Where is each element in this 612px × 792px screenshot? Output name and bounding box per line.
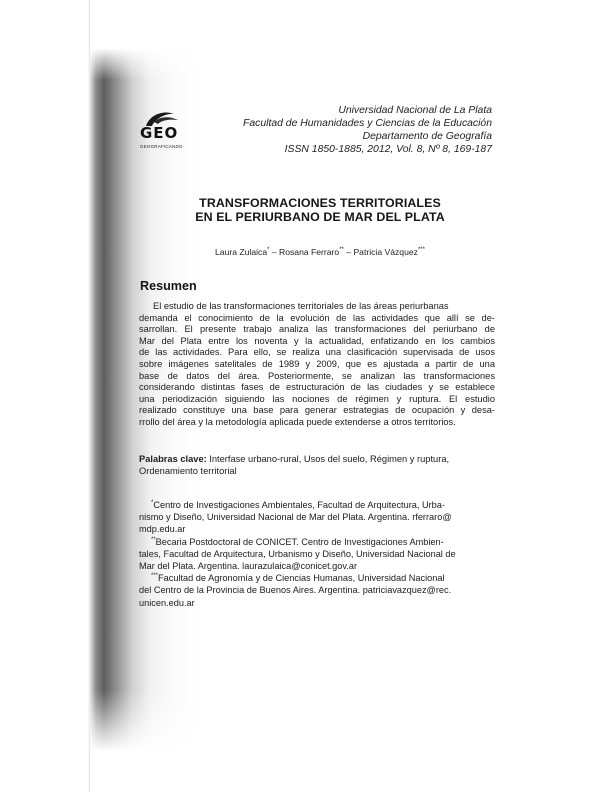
keywords-text: Ordenamiento territorial [139,465,237,476]
footnote-mark: ** [151,536,156,543]
abstract-line: una periodización siguiendo las nociones de régimen y ruptura. El estudio [139,393,495,404]
header-issn: ISSN 1850-1885, 2012, Vol. 8, Nº 8, 169-187 [284,144,492,155]
footnote-line: Mar del Plata. Argentina. laurazulaica@conicet.gov.ar [139,561,358,572]
abstract-line: sarrollan. El presente trabajo analiza las transformaciones del periurbano de [139,324,495,335]
footnote-line: **Becaria Postdoctoral de CONICET. Centro de Investigaciones Ambien- [151,536,444,547]
title-line-2: EN EL PERIURBANO DE MAR DEL PLATA [195,210,445,224]
footnote-line: nismo y Diseño, Universidad Nacional de Mar del Plata. Argentina. rferraro@ [139,512,452,523]
abstract-line: considerando distintas fases de estructuración de las ciudades y se establece [139,382,495,393]
abstract-line: rrollo del área y la metodología aplicada puede extenderse a otros territorios. [139,416,456,427]
page-bottom-margin [90,690,612,792]
author-footnotes [139,499,497,609]
author-vazquez-mark: *** [417,247,425,253]
footnote-line: unicen.edu.ar [139,597,195,608]
footnote-mark: * [151,500,154,506]
abstract-body [139,301,495,429]
abstract-line: base de datos del área. Posteriormente, se analizan las transformaciones [139,370,495,381]
author-list [140,247,500,257]
keywords-text: Interfase urbano-rural, Usos del suelo, Régimen y ruptura, [206,454,450,464]
footnote-mark: *** [151,573,159,580]
article-title [140,196,500,224]
logo-subtext: GEOGRAFICANDO [140,144,183,149]
footnote-line: ***Facultad de Agronomía y de Ciencias Humanas, Universidad Nacional [151,573,445,584]
journal-logo [140,108,190,152]
author-vazquez: Patricia Vázquez [353,247,418,257]
abstract-heading: Resumen [140,279,197,293]
abstract-line: Mar del Plata entre los noventa y la actualidad, enfatizando en los cambios [139,335,495,346]
journal-header [243,104,492,156]
header-university: Universidad Nacional de La Plata [338,105,492,116]
author-separator: – [269,247,280,257]
author-ferraro-mark: ** [339,247,344,253]
abstract-line: realizado constituye una base para generar estrategias de ocupación y desa- [139,405,495,416]
abstract-line: demanda el conocimiento de la evolución de las actividades que allí se de- [139,312,495,323]
author-ferraro: Rosana Ferraro [279,247,340,257]
keywords-label: Palabras clave: [139,454,207,464]
footnote-line: del Centro de la Provincia de Buenos Aires. Argentina. patriciavazquez@rec. [139,585,452,596]
page-top-margin [90,0,612,80]
footnote-line: *Centro de Investigaciones Ambientales, Facultad de Arquitectura, Urba- [151,500,445,510]
abstract-line: sobre imágenes satelitales de 1989 y 2009, que es ajustada a partir de una [139,358,495,369]
abstract-line: de las actividades. Para ello, se realiza una clasificación supervisada de usos [139,347,495,358]
logo-text: GEO [140,124,179,142]
footnote-line: tales, Facultad de Arquitectura, Urbanismo y Diseño, Universidad Nacional de [139,548,456,559]
header-department: Departamento de Geografía [362,131,492,142]
keywords [139,454,495,477]
author-zulaica-mark: * [267,247,270,253]
title-line-1: TRANSFORMACIONES TERRITORIALES [199,196,441,210]
footnote-line: mdp.edu.ar [139,524,186,535]
header-faculty: Facultad de Humanidades y Ciencias de la Educación [243,118,492,129]
author-separator: – [343,247,354,257]
abstract-line: El estudio de las transformaciones territoriales de las áreas periurbanas [153,301,449,311]
author-zulaica: Laura Zulaica [215,247,268,257]
